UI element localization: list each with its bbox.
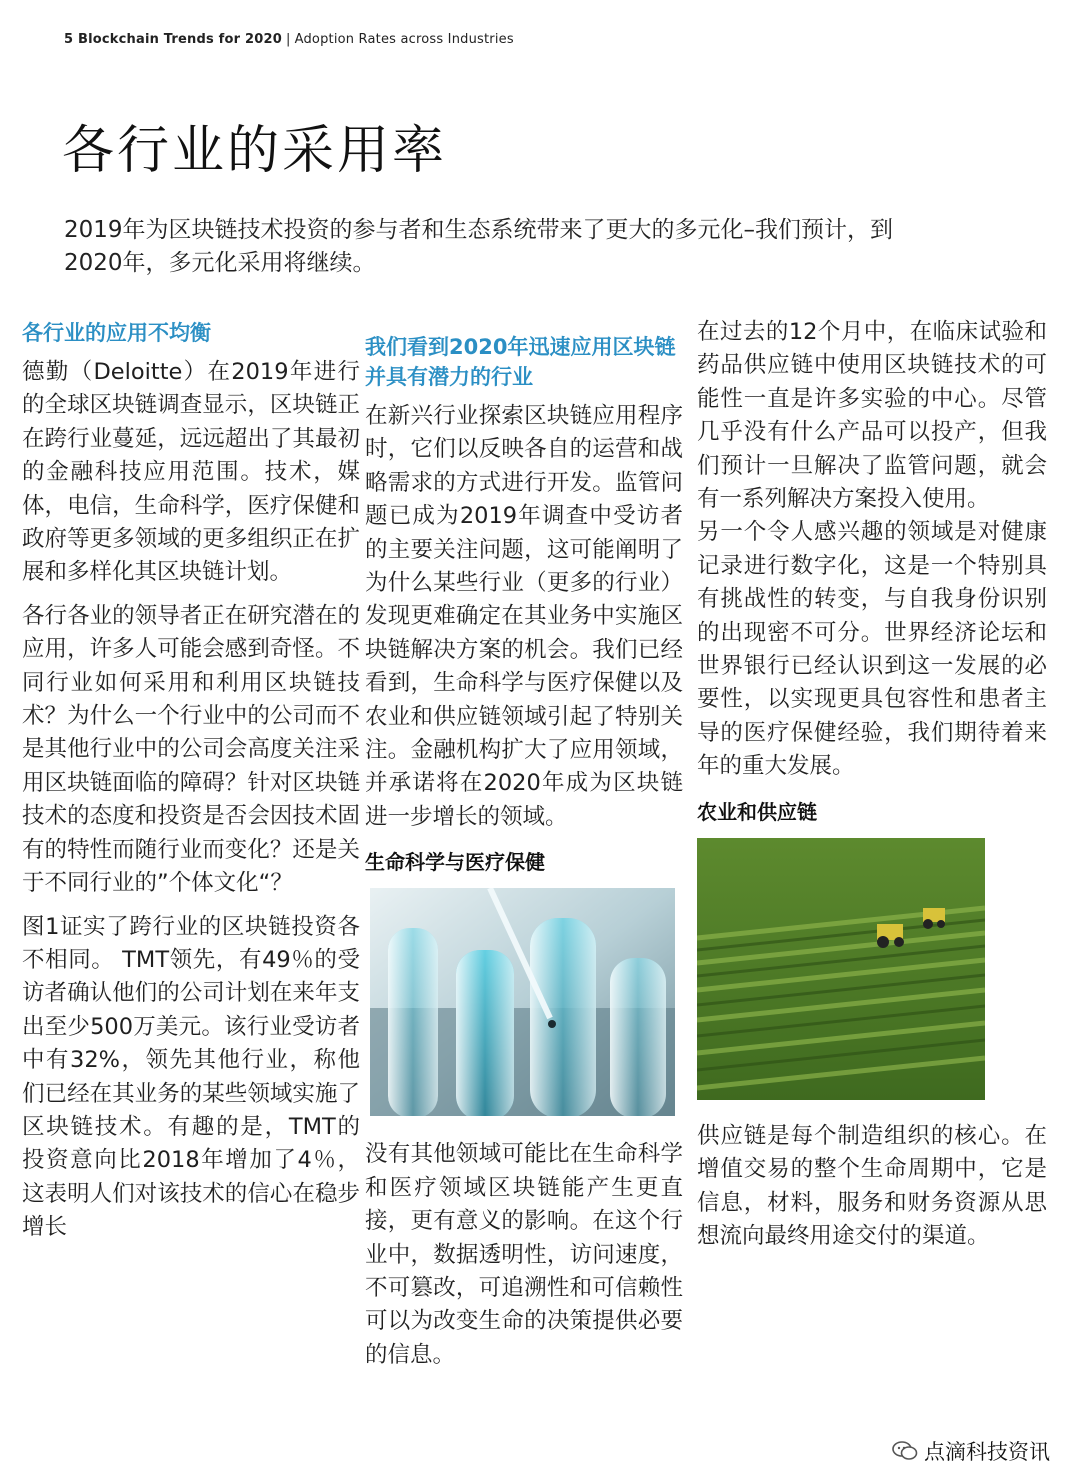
subheading-agriculture: 农业和供应链 [697,799,817,824]
life-sciences-body [365,1138,683,1372]
paragraph: 图1证实了跨行业的区块链投资各不相同。 TMT领先，有49％的受访者确认他们的公司计划在来年支出至少500万美元。该行业受访者中有32%，领先其他行业，称他们已经在其业务的某些领域实施了区块链技术。有趣的是，TMT的投资意向比2018年增加了4％，这表明人们对该技术的信心在稳步增长 [22,913,360,1241]
column-3 [697,316,1047,1253]
supply-chain-body [697,1120,1047,1254]
paragraph: 另一个令人感兴趣的领域是对健康记录进行数字化，这是一个特别具有挑战性的转变，与自我身份识别的出现密不可分。世界经济论坛和世界银行已经认识到这一发展的必要性，以实现更具包容性和患者主导的医疗保健经验，我们期待着来年的重大发展。 [697,519,1047,780]
watermark [892,1436,1050,1466]
paragraph: 没有其他领域可能比在生命科学和医疗领域区块链能产生更直接，更有意义的影响。在这个行业中，数据透明性，访问速度，不可篡改，可追溯性和可信赖性可以为改变生命的决策提供必要的信息。 [365,1141,683,1368]
running-header [64,32,514,47]
report-title: 5 Blockchain Trends for 2020 [64,32,282,47]
section-heading-2020: 我们看到2020年迅速应用区块链并具有潜力的行业 [365,335,676,389]
paragraph: 在新兴行业探索区块链应用程序时，它们以反映各自的运营和战略需求的方式进行开发。监管问题已成为2019年调查中受访者的主要关注问题，这可能阐明了为什么某些行业（更多的行业）发现更难确定在其业务中实施区块链解决方案的机会。我们已经看到，生命科学与医疗保健以及农业和供应链领域引起了特别关注。金融机构扩大了应用领域，并承诺将在2020年成为区块链进一步增长的领域。 [365,403,683,830]
section-heading-uneven: 各行业的应用不均衡 [22,321,211,345]
paragraph: 德勤（Deloitte）在2019年进行的全球区块链调查显示，区块链正在跨行业蔓延，远远超出了其最初的金融科技应用范围。技术，媒体，电信，生命科学，医疗保健和政府等更多领域的更多组织正在扩展和多样化其区块链计划。 [22,359,360,586]
column-1 [22,318,360,1255]
column-2 [365,332,683,1372]
header-separator: | [286,32,291,47]
page-title: 各行业的采用率 [62,121,448,181]
paragraph: 供应链是每个制造组织的核心。在增值交易的整个生命周期中，它是信息，材料，服务和财务资源从思想流向最终用途交付的渠道。 [697,1122,1047,1249]
intro-paragraph: 2019年为区块链技术投资的参与者和生态系统带来了更大的多元化–我们预计，到2020年，多元化采用将继续。 [64,217,894,276]
paragraph: 各行各业的领导者正在研究潜在的应用，许多人可能会感到奇怪。不同行业如何采用和利用区块链技术？为什么一个行业中的公司而不是其他行业中的公司会高度关注采用区块链面临的障碍？针对区块链技术的态度和投资是否会因技术固有的特性而随行业而变化？还是关于不同行业的”个体文化“？ [22,602,360,897]
wechat-icon [892,1440,918,1462]
lab-test-tubes-image [370,888,675,1116]
watermark-text: 点滴科技资讯 [924,1440,1050,1464]
subheading-life-sciences: 生命科学与医疗保健 [365,850,545,875]
section-name: Adoption Rates across Industries [294,32,514,47]
paragraph: 在过去的12个月中，在临床试验和药品供应链中使用区块链技术的可能性一直是许多实验的中心。尽管几乎没有什么产品可以投产，但我们预计一旦解决了监管问题，就会有一系列解决方案投入使用。 [697,319,1047,513]
farm-field-image [697,838,985,1100]
